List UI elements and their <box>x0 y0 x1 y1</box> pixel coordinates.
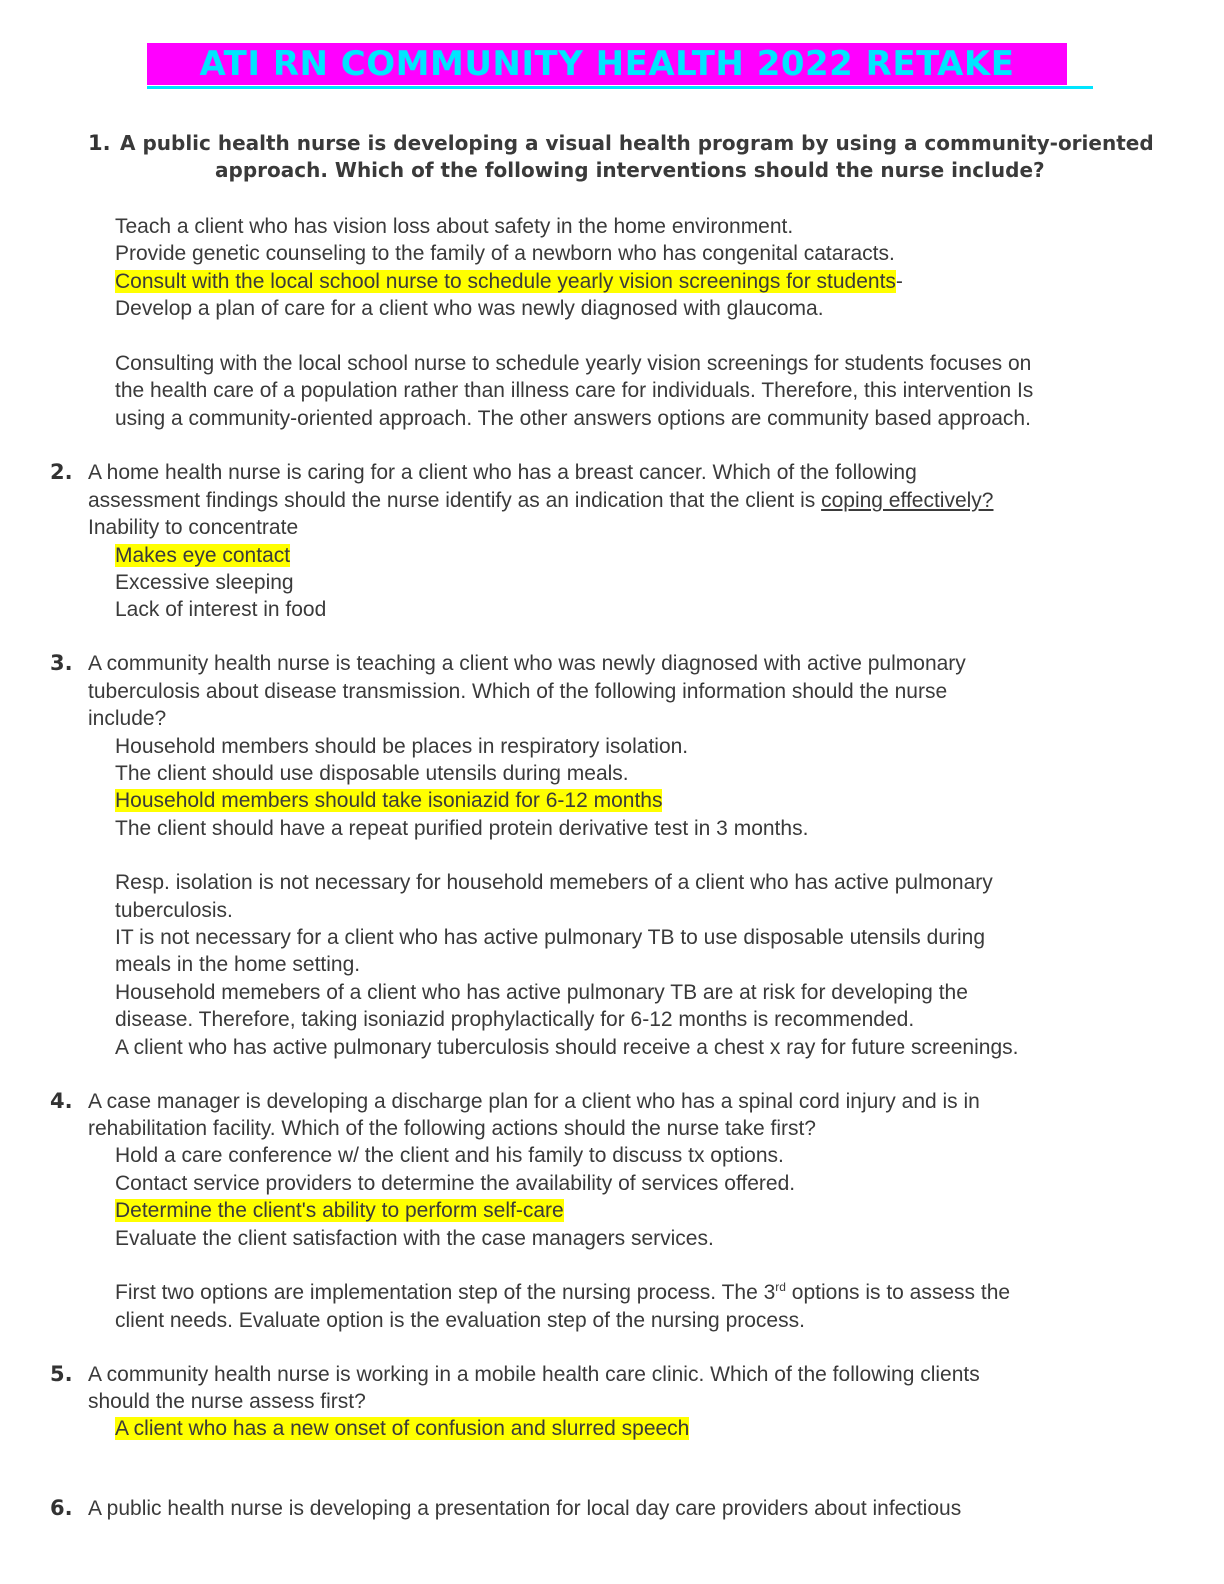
rationale-text: tuberculosis. <box>115 899 233 922</box>
rationale-text: Resp. isolation is not necessary for household memebers of a client who has active pulmonary <box>115 871 993 894</box>
question-text <box>88 487 993 514</box>
rationale-text: client needs. Evaluate option is the evaluation step of the nursing process. <box>115 1309 805 1332</box>
underlined-phrase: coping effectively? <box>821 489 994 512</box>
highlighted-answer: Consult with the local school nurse to schedule yearly vision screenings for students <box>115 270 896 293</box>
rationale-text: meals in the home setting. <box>115 953 361 976</box>
question-text-part: assessment findings should the nurse identify as an indication that the client is <box>88 489 822 512</box>
answer-option-correct <box>115 1415 689 1442</box>
rationale-text: IT is not necessary for a client who has active pulmonary TB to use disposable utensils during <box>115 926 986 949</box>
answer-suffix: - <box>895 270 903 293</box>
rationale-text: using a community-oriented approach. The other answers options are community based approach. <box>115 407 1031 430</box>
answer-option: Excessive sleeping <box>115 571 294 594</box>
rationale-part: options is to assess the <box>785 1281 1011 1304</box>
highlighted-answer: Determine the client's ability to perform self-care <box>115 1199 564 1222</box>
answer-option: Provide genetic counseling to the family of a newborn who has congenital cataracts. <box>115 242 895 265</box>
title-underline <box>147 86 1093 89</box>
answer-option: Contact service providers to determine the availability of services offered. <box>115 1172 796 1195</box>
answer-option: Develop a plan of care for a client who was newly diagnosed with glaucoma. <box>115 297 824 320</box>
question-text: rehabilitation facility. Which of the following actions should the nurse take first? <box>88 1117 816 1140</box>
question-text: A case manager is developing a discharge plan for a client who has a spinal cord injury and is in <box>88 1090 980 1113</box>
highlighted-answer: A client who has a new onset of confusion and slurred speech <box>115 1417 690 1440</box>
rationale-part: First two options are implementation step of the nursing process. The 3 <box>115 1281 776 1304</box>
question-text: should the nurse assess first? <box>88 1390 366 1413</box>
question-number: 2. <box>50 460 73 484</box>
question-text: approach. Which of the following interventions should the nurse include? <box>215 158 1045 182</box>
document-title: ATI RN COMMUNITY HEALTH 2022 RETAKE <box>199 44 1015 84</box>
answer-option: Inability to concentrate <box>88 516 299 539</box>
question-number: 3. <box>50 651 73 675</box>
answer-option: The client should have a repeat purified protein derivative test in 3 months. <box>115 817 809 840</box>
answer-option-correct <box>115 542 290 569</box>
question-text: include? <box>88 707 167 730</box>
question-text: A community health nurse is working in a mobile health care clinic. Which of the following clients <box>88 1363 980 1386</box>
rationale-text <box>115 1279 1010 1306</box>
highlighted-answer: Makes eye contact <box>115 544 291 567</box>
question-text: A public health nurse is developing a presentation for local day care providers about infectious <box>88 1497 962 1520</box>
answer-option-correct <box>115 268 903 295</box>
document-title-banner <box>147 40 1093 90</box>
answer-option: Lack of interest in food <box>115 598 327 621</box>
answer-option-correct <box>115 1197 564 1224</box>
answer-option-correct <box>115 787 662 814</box>
question-text: A community health nurse is teaching a client who was newly diagnosed with active pulmonary <box>88 652 966 675</box>
question-number: 1. <box>88 131 111 155</box>
question-number: 4. <box>50 1089 73 1113</box>
ordinal-superscript: rd <box>775 1280 786 1294</box>
rationale-text: disease. Therefore, taking isoniazid prophylactically for 6-12 months is recommended. <box>115 1008 915 1031</box>
answer-option: Teach a client who has vision loss about safety in the home environment. <box>115 215 794 238</box>
answer-option: The client should use disposable utensils during meals. <box>115 762 629 785</box>
question-text: A public health nurse is developing a visual health program by using a community-oriented <box>120 131 1154 155</box>
question-text: A home health nurse is caring for a client who has a breast cancer. Which of the following <box>88 461 917 484</box>
rationale-text: the health care of a population rather than illness care for individuals. Therefore, this intervention Is <box>115 379 1034 402</box>
question-number: 6. <box>50 1496 73 1520</box>
question-text: tuberculosis about disease transmission. Which of the following information should the nurse <box>88 680 948 703</box>
answer-option: Hold a care conference w/ the client and his family to discuss tx options. <box>115 1144 784 1167</box>
rationale-text: Consulting with the local school nurse to schedule yearly vision screenings for students focuses on <box>115 352 1032 375</box>
answer-option: Household members should be places in respiratory isolation. <box>115 735 689 758</box>
highlighted-answer: Household members should take isoniazid for 6-12 months <box>115 789 663 812</box>
rationale-text: A client who has active pulmonary tuberculosis should receive a chest x ray for future screenings. <box>115 1036 1019 1059</box>
rationale-text: Household memebers of a client who has active pulmonary TB are at risk for developing the <box>115 981 968 1004</box>
answer-option: Evaluate the client satisfaction with the case managers services. <box>115 1227 714 1250</box>
question-number: 5. <box>50 1362 73 1386</box>
